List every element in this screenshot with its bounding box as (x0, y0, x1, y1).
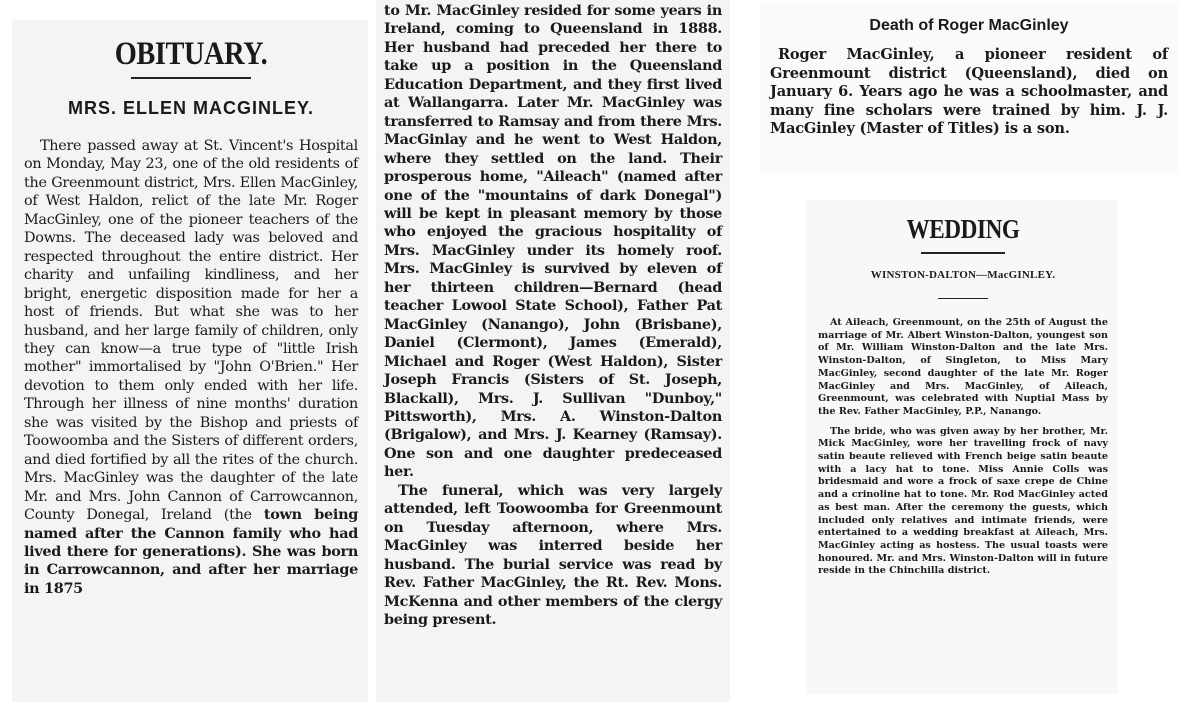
obituary-continued-clipping (376, 0, 730, 702)
death-notice-clipping (760, 4, 1178, 172)
obituary-paragraph (24, 137, 358, 598)
obituary-masthead: OBITUARY. (114, 36, 268, 72)
masthead-rule (921, 252, 1005, 254)
wedding-masthead: WEDDING (906, 214, 1020, 244)
death-notice-body (770, 46, 1168, 139)
obituary-body (24, 137, 358, 598)
continued-paragraph-1: to Mr. MacGinley resided for some years in Ireland, coming to Queensland in 1888. Her husband had preceded her there to take up a position in the Queensland Education Department, and they first lived at Wallangarra. Later Mr. MacGinley was transferred to Ramsay and from there Mrs. MacGinlay and he went to West Haldon, where they settled on the land. Their prosperous home, "Aileach" (named after one of the "mountains of dark Donegal") will be kept in pleasant memory by those who enjoyed the gracious hospitality of Mrs. MacGinley under its homely roof. Mrs. MacGinley is survived by eleven of her thirteen children—Bernard (head teacher Lowool State School), Father Pat MacGinley (Nanango), John (Brisbane), Daniel (Clermont), James (Emerald), Michael and Roger (West Haldon), Sister Joseph Francis (Sisters of St. Joseph, Blackall), Mrs. J. Sullivan "Dunboy," Pittsworth), Mrs. A. Winston-Dalton (Brigalow), and Mrs. J. Kearney (Ramsay). One son and one daughter predeceased her. (384, 2, 722, 481)
wedding-paragraph-1: At Aileach, Greenmount, on the 25th of August the marriage of Mr. Albert Winston-Dalton, youngest son of Mr. William Winston-Dalton and the late Mrs. Winston-Dalton, of Singleton, to Miss Mary MacGinley, second daughter of the late Mr. Roger MacGinley and Mrs. MacGinley, of Aileach, Greenmount, was celebrated with Nuptial Mass by the Rev. Father MacGinley, P.P., Nanango. (818, 317, 1108, 417)
obituary-subtitle: MRS. ELLEN MACGINLEY. (67, 98, 314, 118)
wedding-clipping (806, 200, 1118, 694)
death-notice-paragraph: Roger MacGinley, a pioneer resident of Greenmount district (Queensland), died on January 6. Years ago he was a schoolmaster, and many fine scholars were trained by him. J. J. MacGinley (Master of Titles) is a son. (770, 46, 1168, 137)
wedding-body (818, 317, 1108, 578)
wedding-paragraph-2: The bride, who was given away by her brother, Mr. Mick MacGinley, wore her travelling frock of navy satin beaute relieved with French beige satin beaute with a lacy hat to tone. Miss Annie Colls was bridesmaid and wore a frock of saxe crepe de Chine and a crinoline hat to tone. Mr. Rod MacGinley acted as best man. After the ceremony the guests, which included only relatives and intimate friends, were entertained to a wedding breakfast at Aileach, Mrs. MacGinley acting as hostess. The usual toasts were honoured. Mr. and Mrs. Winston-Dalton will in future reside in the Chinchilla district. (818, 425, 1108, 577)
obituary-clipping (12, 20, 368, 702)
obituary-paragraph-tail: town being named after the Cannon family who had lived there for generations). She was born in Carrowcannon, and after her marriage in 1875 (24, 506, 358, 597)
subtitle-rule (938, 298, 988, 299)
obituary-paragraph-text: There passed away at St. Vincent's Hospital on Monday, May 23, one of the old residents of the Greenmount district, Mrs. Ellen MacGinley, of West Haldon, relict of the late Mr. Roger MacGinley, one of the pioneer teachers of the Downs. The deceased lady was beloved and respected throughout the entire district. Her charity and unfailing kindliness, and her bright, energetic disposition made for her a host of friends. But what she was to her husband, and her large family of children, only they can know—a true type of "little Irish mother" immortalised by "John O'Brien." Her devotion to them only ended with her life. Through her illness of nine months' duration she was visited by the Bishop and priests of Toowoomba and the Sisters of different orders, and died fortified by all the rites of the church. Mrs. MacGinley was the daughter of the late Mr. and Mrs. John Cannon of Carrowcannon, County Donegal, Ireland (the (24, 138, 358, 524)
death-notice-title: Death of Roger MacGinley (869, 17, 1069, 34)
continued-paragraph-2: The funeral, which was very largely attended, left Toowoomba for Greenmount on Tuesday afternoon, where Mrs. MacGinley was interred beside her husband. The burial service was read by Rev. Father MacGinley, the Rt. Rev. Mons. McKenna and other members of the clergy being present. (384, 481, 722, 628)
wedding-subtitle: WINSTON-DALTON—MacGINLEY. (870, 269, 1056, 281)
masthead-rule (131, 77, 251, 79)
continued-body (384, 2, 722, 629)
